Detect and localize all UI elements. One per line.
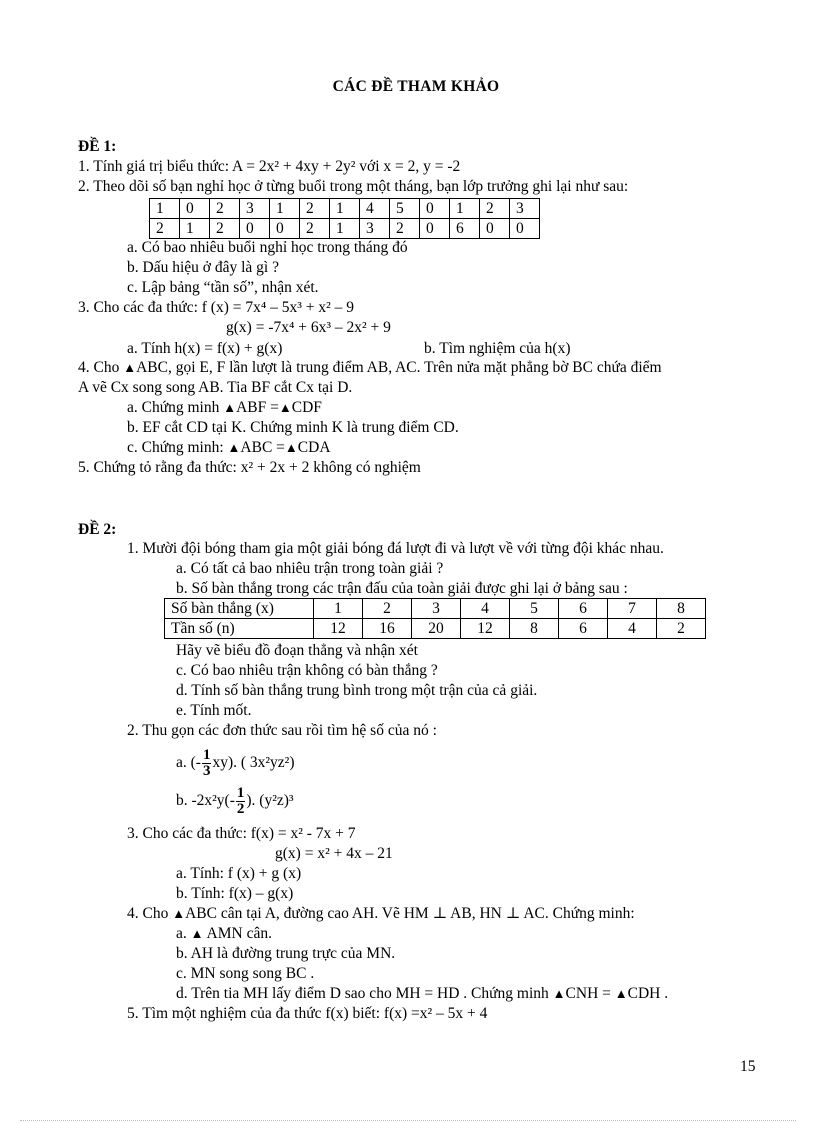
de2-q2a-expression: xy). ( 3x²yz²) bbox=[212, 754, 295, 772]
table-cell: 0 bbox=[180, 199, 210, 219]
table-cell: 2 bbox=[363, 599, 412, 619]
de2-goals-table bbox=[164, 598, 706, 639]
table-row bbox=[150, 219, 540, 239]
de1-q2c: c. Lập bảng “tần số”, nhận xét. bbox=[127, 279, 319, 296]
de2-q2: 2. Thu gọn các đơn thức sau rồi tìm hệ số của nó : bbox=[127, 722, 437, 739]
de1-absence-table bbox=[149, 198, 540, 239]
table-cell: 4 bbox=[360, 199, 390, 219]
de2-q4 bbox=[127, 904, 635, 924]
page-title: CÁC ĐỀ THAM KHẢO bbox=[332, 78, 500, 95]
table-cell: 1 bbox=[314, 599, 363, 619]
table-cell: 1 bbox=[330, 199, 360, 219]
table-cell: 0 bbox=[420, 199, 450, 219]
de2-q1e: e. Tính mốt. bbox=[176, 702, 252, 719]
table-cell: 6 bbox=[559, 619, 608, 639]
table-row bbox=[150, 199, 540, 219]
de2-q2a-prefix: a. (- bbox=[176, 754, 201, 772]
de1-q4-line2: A vẽ Cx song song AB. Tia BF cắt Cx tại D. bbox=[78, 379, 353, 396]
de1-q5: 5. Chứng tỏ rằng đa thức: x² + 2x + 2 không có nghiệm bbox=[78, 459, 421, 476]
de2-q4a-text: AMN cân. bbox=[206, 925, 272, 942]
de1-q4 bbox=[78, 358, 662, 378]
table-row-label: Tần số (n) bbox=[165, 619, 314, 639]
table-cell: 2 bbox=[210, 219, 240, 239]
triangle-icon: ▲ bbox=[172, 906, 186, 921]
fraction bbox=[236, 786, 246, 817]
table-cell: 3 bbox=[360, 219, 390, 239]
de2-q4a bbox=[176, 924, 272, 944]
table-cell: 8 bbox=[510, 619, 559, 639]
table-cell: 2 bbox=[480, 199, 510, 219]
table-cell: 5 bbox=[390, 199, 420, 219]
table-cell: 2 bbox=[300, 199, 330, 219]
page-number: 15 bbox=[740, 1058, 756, 1075]
de1-q4-prefix: 4. Cho bbox=[78, 359, 120, 376]
de1-q4-text: ABC, gọi E, F lần lượt là trung điểm AB, AC. Trên nửa mặt phẳng bờ BC chứa điểm bbox=[136, 359, 662, 376]
triangle-icon: ▲ bbox=[123, 360, 137, 375]
table-row bbox=[165, 599, 706, 619]
table-cell: 3 bbox=[412, 599, 461, 619]
table-cell: 12 bbox=[314, 619, 363, 639]
de2-q3: 3. Cho các đa thức: f(x) = x² - 7x + 7 bbox=[127, 825, 356, 842]
de2-q2b-prefix: b. -2x²y(- bbox=[176, 792, 235, 810]
de2-q2b bbox=[176, 786, 294, 817]
table-cell: 0 bbox=[510, 219, 540, 239]
table-row-label: Số bàn thắng (x) bbox=[165, 599, 314, 619]
de2-q1a: a. Có tất cả bao nhiêu trận trong toàn giải ? bbox=[176, 560, 444, 577]
triangle-icon: ▲ bbox=[614, 986, 628, 1001]
table-cell: 2 bbox=[390, 219, 420, 239]
fraction-denominator: 3 bbox=[202, 763, 211, 779]
triangle-icon: ▲ bbox=[284, 440, 298, 455]
de1-heading: ĐỀ 1: bbox=[78, 138, 117, 155]
de2-q4d-prefix: d. Trên tia MH lấy điểm D sao cho MH = HD . Chứng minh bbox=[176, 985, 549, 1002]
triangle-icon: ▲ bbox=[552, 986, 566, 1001]
de1-q2a: a. Có bao nhiêu buổi nghỉ học trong tháng đó bbox=[127, 239, 408, 256]
de2-q4d-middle: CNH = bbox=[565, 985, 611, 1002]
de1-q3b: b. Tìm nghiệm của h(x) bbox=[424, 340, 571, 357]
de1-q4c bbox=[127, 438, 331, 458]
table-cell: 4 bbox=[608, 619, 657, 639]
de2-q1: 1. Mười đội bóng tham gia một giải bóng đá lượt đi và lượt về với từng đội khác nhau. bbox=[127, 540, 664, 557]
table-cell: 6 bbox=[450, 219, 480, 239]
page-bottom-divider bbox=[20, 1120, 796, 1121]
table-cell: 0 bbox=[420, 219, 450, 239]
table-cell: 1 bbox=[450, 199, 480, 219]
table-cell: 2 bbox=[300, 219, 330, 239]
table-cell: 3 bbox=[510, 199, 540, 219]
table-cell: 1 bbox=[150, 199, 180, 219]
table-cell: 2 bbox=[210, 199, 240, 219]
de1-q4c-prefix: c. Chứng minh: bbox=[127, 439, 224, 456]
de2-q4-text: ABC cân tại A, đường cao AH. Vẽ HM ⊥ AB, HN ⊥ AC. Chứng minh: bbox=[185, 905, 635, 922]
triangle-icon: ▲ bbox=[223, 400, 237, 415]
triangle-icon: ▲ bbox=[227, 440, 241, 455]
table-cell: 12 bbox=[461, 619, 510, 639]
table-cell: 0 bbox=[270, 219, 300, 239]
de2-q1d: d. Tính số bàn thắng trung bình trong một trận của cả giải. bbox=[176, 682, 538, 699]
table-cell: 1 bbox=[180, 219, 210, 239]
fraction bbox=[202, 748, 212, 779]
table-cell: 7 bbox=[608, 599, 657, 619]
de1-q2: 2. Theo dõi số bạn nghỉ học ở từng buổi trong một tháng, bạn lớp trưởng ghi lại như sau: bbox=[78, 178, 629, 195]
de2-heading: ĐỀ 2: bbox=[78, 521, 117, 538]
table-cell: 3 bbox=[240, 199, 270, 219]
de1-q3a: a. Tính h(x) = f(x) + g(x) bbox=[127, 340, 283, 357]
de1-q4a-end: CDF bbox=[291, 399, 322, 416]
fraction-numerator: 1 bbox=[202, 747, 211, 763]
de2-q3-g: g(x) = x² + 4x – 21 bbox=[275, 845, 393, 862]
de1-q3: 3. Cho các đa thức: f (x) = 7x⁴ – 5x³ + x² – 9 bbox=[78, 299, 355, 316]
table-cell: 0 bbox=[480, 219, 510, 239]
table-cell: 1 bbox=[330, 219, 360, 239]
de2-q5: 5. Tìm một nghiệm của đa thức f(x) biết: f(x) =x² – 5x + 4 bbox=[127, 1005, 488, 1022]
table-row bbox=[165, 619, 706, 639]
table-cell: 20 bbox=[412, 619, 461, 639]
de1-q4a bbox=[127, 398, 322, 418]
table-cell: 16 bbox=[363, 619, 412, 639]
de1-q1: 1. Tính giá trị biểu thức: A = 2x² + 4xy + 2y² với x = 2, y = -2 bbox=[78, 158, 461, 175]
fraction-denominator: 2 bbox=[236, 801, 245, 817]
triangle-icon: ▲ bbox=[278, 400, 292, 415]
de2-q4d-end: CDH . bbox=[627, 985, 669, 1002]
de1-q4a-middle: ABF = bbox=[236, 399, 279, 416]
de1-q4c-middle: ABC = bbox=[240, 439, 285, 456]
table-cell: 8 bbox=[657, 599, 706, 619]
triangle-icon: ▲ bbox=[190, 926, 204, 941]
table-cell: 4 bbox=[461, 599, 510, 619]
table-cell: 2 bbox=[657, 619, 706, 639]
de2-q4b: b. AH là đường trung trực của MN. bbox=[176, 945, 396, 962]
de1-q2b: b. Dấu hiệu ở đây là gì ? bbox=[127, 259, 279, 276]
de2-q1b: b. Số bàn thắng trong các trận đấu của toàn giải được ghi lại ở bảng sau : bbox=[176, 580, 628, 597]
de2-q4-prefix: 4. Cho bbox=[127, 905, 169, 922]
de2-q4c: c. MN song song BC . bbox=[176, 965, 315, 982]
de1-q4b: b. EF cắt CD tại K. Chứng minh K là trung điểm CD. bbox=[127, 419, 459, 436]
table-cell: 0 bbox=[240, 219, 270, 239]
de2-q4d bbox=[176, 984, 668, 1004]
de1-q4c-end: CDA bbox=[297, 439, 331, 456]
table-cell: 1 bbox=[270, 199, 300, 219]
de2-q2b-expression: ). (y²z)³ bbox=[246, 792, 294, 810]
table-cell: 6 bbox=[559, 599, 608, 619]
de2-q3b: b. Tính: f(x) – g(x) bbox=[176, 885, 294, 902]
de2-q2a bbox=[176, 748, 295, 779]
de2-q3a: a. Tính: f (x) + g (x) bbox=[176, 865, 302, 882]
fraction-numerator: 1 bbox=[236, 785, 245, 801]
table-cell: 5 bbox=[510, 599, 559, 619]
de2-q1c: c. Có bao nhiêu trận không có bàn thắng ? bbox=[176, 662, 438, 679]
table-cell: 2 bbox=[150, 219, 180, 239]
de1-q3-g: g(x) = -7x⁴ + 6x³ – 2x² + 9 bbox=[226, 319, 391, 336]
de2-q1-chart: Hãy vẽ biểu đồ đoạn thẳng và nhận xét bbox=[176, 642, 418, 659]
de2-q4a-prefix: a. bbox=[176, 925, 187, 942]
de1-q4a-prefix: a. Chứng minh bbox=[127, 399, 220, 416]
